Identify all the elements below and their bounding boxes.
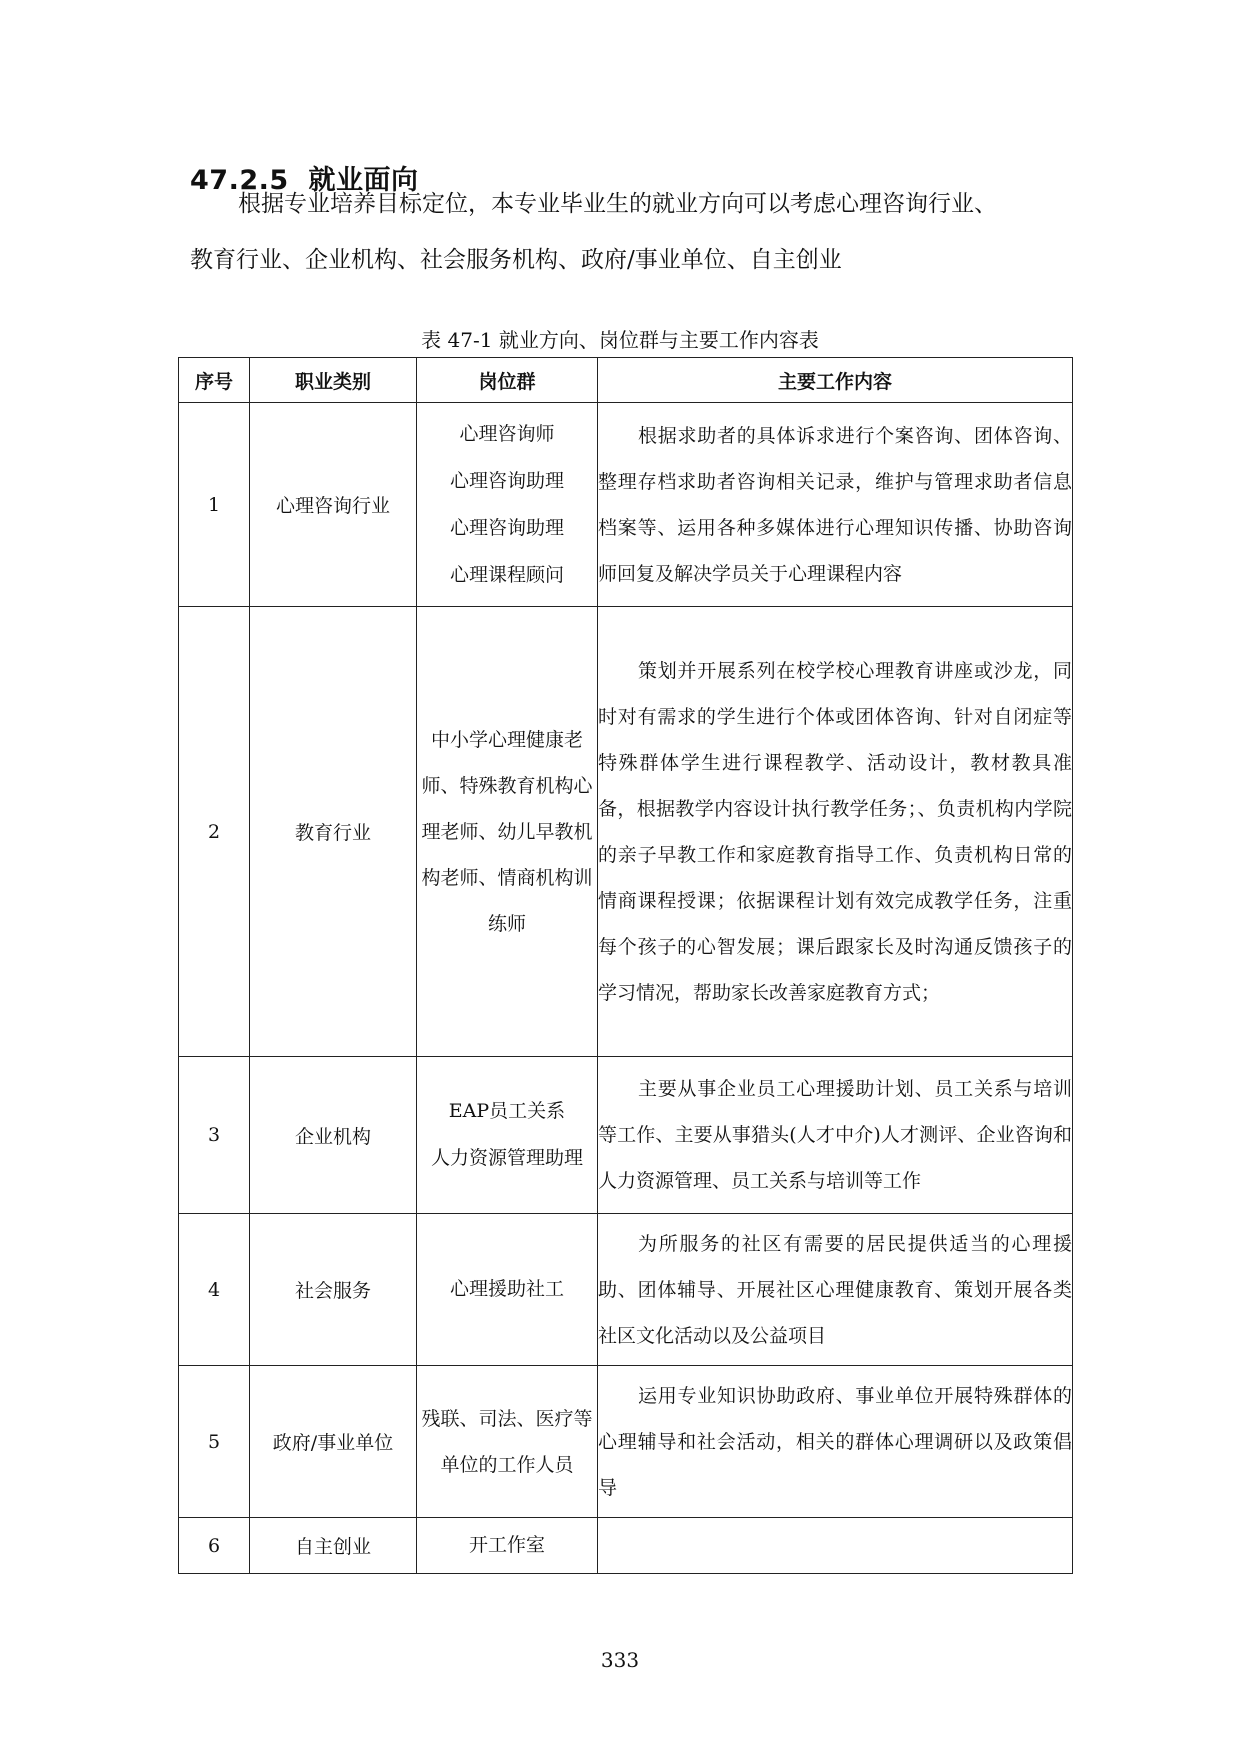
table-row — [179, 1214, 1073, 1366]
row-content — [598, 1518, 1073, 1574]
header-category: 职业类别 — [250, 358, 417, 403]
table-header-row — [179, 358, 1073, 403]
row-posts — [417, 403, 598, 607]
intro-line-2: 教育行业、企业机构、社会服务机构、政府/事业单位、自主创业 — [190, 247, 842, 273]
row-posts — [417, 1518, 598, 1574]
content-text: 根据求助者的具体诉求进行个案咨询、团体咨询、整理存档求助者咨询相关记录，维护与管理求助者信息档案等、运用各种多媒体进行心理知识传播、协助咨询师回复及解决学员关于心理课程内容 — [598, 424, 1072, 585]
row-content — [598, 1057, 1073, 1214]
row-posts — [417, 1214, 598, 1366]
page-number: 333 — [600, 1648, 640, 1672]
post-item: 心理课程顾问 — [449, 563, 564, 586]
intro-paragraph — [190, 176, 1070, 288]
post-item: 心理咨询助理 — [449, 516, 564, 539]
row-no: 5 — [179, 1366, 250, 1518]
row-content — [598, 1366, 1073, 1518]
row-no: 4 — [179, 1214, 250, 1366]
post-item: EAP员工关系 — [448, 1100, 566, 1122]
post-text: 残联、司法、医疗等单位的工作人员 — [421, 1407, 593, 1476]
row-category: 自主创业 — [250, 1518, 417, 1574]
table-row — [179, 1057, 1073, 1214]
table-row — [179, 403, 1073, 607]
row-no: 2 — [179, 607, 250, 1057]
row-content — [598, 607, 1073, 1057]
table-row — [179, 1366, 1073, 1518]
post-text: 中小学心理健康老师、特殊教育机构心理老师、幼儿早教机构老师、情商机构训练师 — [421, 728, 593, 935]
table-row — [179, 607, 1073, 1057]
row-posts — [417, 1057, 598, 1214]
section-title: 就业面向 — [308, 165, 419, 196]
row-no: 1 — [179, 403, 250, 607]
header-content: 主要工作内容 — [598, 358, 1073, 403]
header-posts: 岗位群 — [417, 358, 598, 403]
post-item: 人力资源管理助理 — [430, 1147, 583, 1169]
row-category: 企业机构 — [250, 1057, 417, 1214]
content-text: 主要从事企业员工心理援助计划、员工关系与培训等工作、主要从事猎头(人才中介)人才测评、企业咨询和人力资源管理、员工关系与培训等工作 — [598, 1078, 1072, 1192]
row-category: 社会服务 — [250, 1214, 417, 1366]
row-content — [598, 1214, 1073, 1366]
section-number: 47.2.5 — [190, 165, 289, 196]
content-text: 为所服务的社区有需要的居民提供适当的心理援助、团体辅导、开展社区心理健康教育、策划开展各类社区文化活动以及公益项目 — [598, 1232, 1072, 1347]
row-posts — [417, 607, 598, 1057]
row-category: 教育行业 — [250, 607, 417, 1057]
intro-line-1: 根据专业培养目标定位，本专业毕业生的就业方向可以考虑心理咨询行业、 — [238, 191, 997, 217]
header-no: 序号 — [179, 358, 250, 403]
post-item: 心理咨询助理 — [449, 469, 564, 492]
content-text: 策划并开展系列在校学校心理教育讲座或沙龙，同时对有需求的学生进行个体或团体咨询、针对自闭症等特殊群体学生进行课程教学、活动设计，教材教具准备，根据教学内容设计执行教学任务；、负责机构内学院的亲子早教工作和家庭教育指导工作、负责机构日常的情商课程授课；依据课程计划有效完成教学任务，注重每个孩子的心智发展；课后跟家长及时沟通反馈孩子的学习情况，帮助家长改善家庭教育方式； — [598, 659, 1072, 1004]
post-item: 心理咨询师 — [459, 422, 555, 445]
row-no: 6 — [179, 1518, 250, 1574]
row-posts — [417, 1366, 598, 1518]
employment-table — [178, 357, 1073, 1574]
table-row — [179, 1518, 1073, 1574]
row-category: 心理咨询行业 — [250, 403, 417, 607]
row-content — [598, 403, 1073, 607]
post-item: 心理援助社工 — [449, 1278, 564, 1300]
post-item: 开工作室 — [468, 1534, 545, 1556]
content-text: 运用专业知识协助政府、事业单位开展特殊群体的心理辅导和社会活动，相关的群体心理调研以及政策倡导 — [598, 1384, 1072, 1499]
table-caption: 表 47-1 就业方向、岗位群与主要工作内容表 — [421, 328, 819, 352]
row-category: 政府/事业单位 — [250, 1366, 417, 1518]
row-no: 3 — [179, 1057, 250, 1214]
